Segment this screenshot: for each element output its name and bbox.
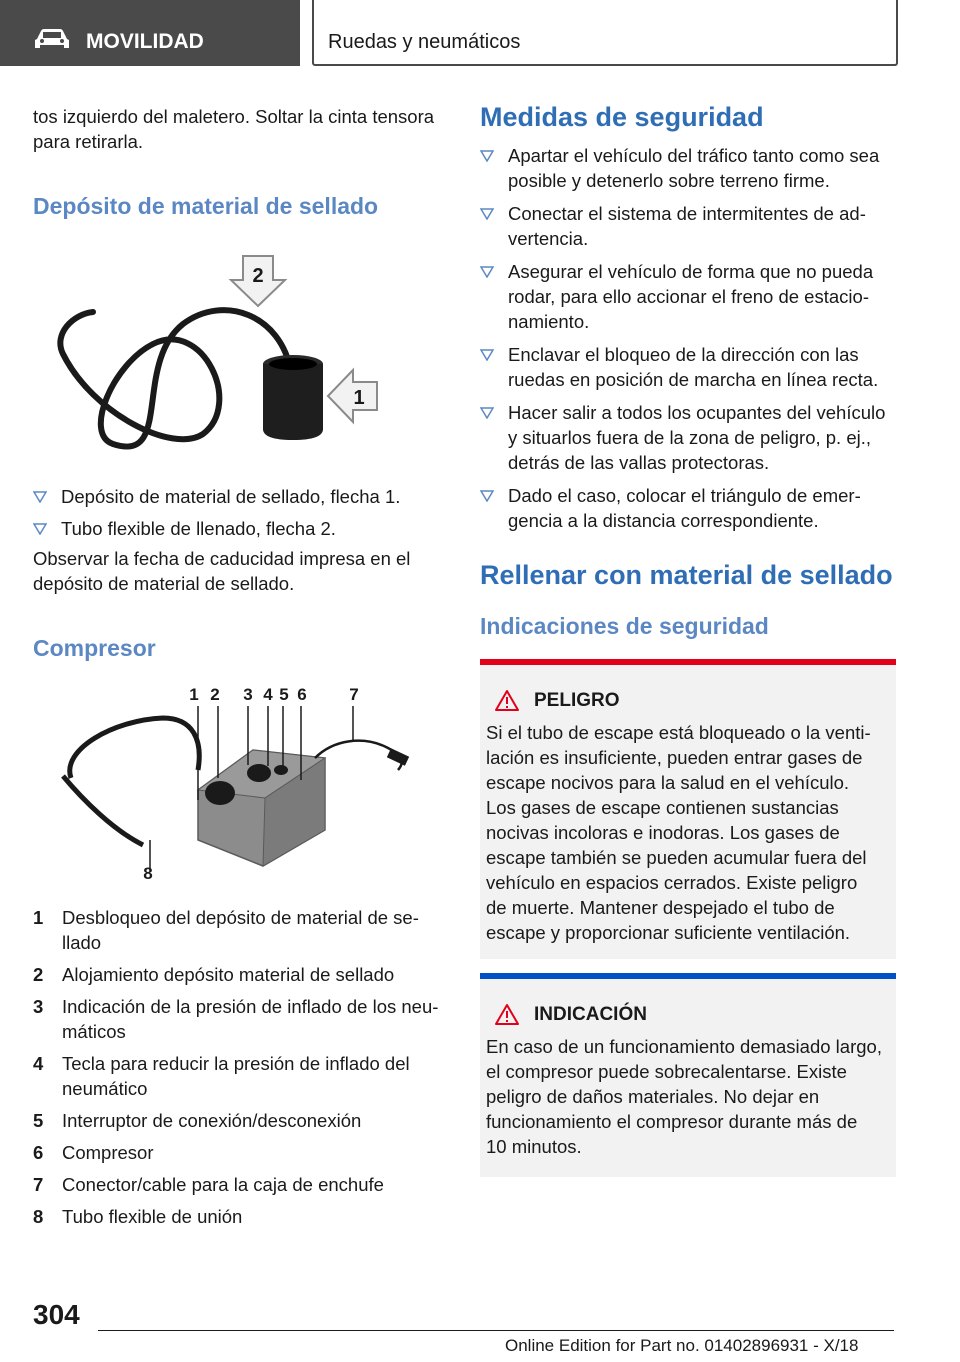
notice-header <box>486 973 882 1026</box>
item-number: 3 <box>33 996 44 1017</box>
compressor-legend <box>33 905 445 1229</box>
chapter-box <box>312 0 898 66</box>
warning-triangle-icon <box>494 689 520 712</box>
item-text: Conector/cable para la caja de enchufe <box>62 1174 384 1195</box>
list-item <box>480 259 896 334</box>
figure-label-7: 7 <box>349 685 359 704</box>
figure-label-2: 2 <box>210 685 220 704</box>
danger-title: PELIGRO <box>534 689 620 711</box>
bullet-triangle-icon <box>480 150 494 162</box>
list-item <box>480 201 896 251</box>
notice-title: INDICACIÓN <box>534 1003 647 1025</box>
item-number: 7 <box>33 1174 44 1195</box>
heading-safety: Medidas de seguridad <box>480 102 764 132</box>
bullet-text: Asegurar el vehículo de forma que no pueda rodar, para ello accionar el freno de estacionamiento. <box>508 261 874 332</box>
list-item <box>33 1051 445 1101</box>
figure-label-1: 1 <box>353 387 365 409</box>
figure-label-1: 1 <box>189 685 199 704</box>
item-text: Desbloqueo del depósito de material de sellado <box>62 907 419 953</box>
deposit-bullet-list <box>33 484 445 541</box>
list-item <box>480 400 896 475</box>
item-text: Tecla para reducir la presión de inflado del neumático <box>62 1053 410 1099</box>
list-item <box>33 484 445 509</box>
bullet-triangle-icon <box>480 349 494 361</box>
item-text: Compresor <box>62 1142 154 1163</box>
bullet-text: Apartar el vehículo del tráfico tanto como sea posible y detenerlo sobre terreno firme. <box>508 145 880 191</box>
figure-label-8: 8 <box>143 864 153 880</box>
item-number: 1 <box>33 907 44 928</box>
section-tab <box>0 0 300 66</box>
list-item <box>33 1140 445 1165</box>
list-item <box>33 1172 445 1197</box>
page-number: 304 <box>33 1299 80 1330</box>
item-number: 4 <box>33 1053 44 1074</box>
notice-bar <box>480 973 896 979</box>
section-title: MOVILIDAD <box>86 30 204 53</box>
heading-safety-notes: Indicaciones de seguridad <box>480 613 769 639</box>
list-item <box>33 516 445 541</box>
notice-text: En caso de un funcionamiento demasiado largo, el compresor puede sobrecalentarse. Existe peligro de daños materiales. No dejar en funcionamiento el compresor durante más de 10 minutos. <box>486 1036 882 1157</box>
heading-compressor: Compresor <box>33 635 156 661</box>
danger-header <box>486 659 882 712</box>
bullet-text: Tubo flexible de llenado, flecha 2. <box>61 518 336 539</box>
item-text: Indicación de la presión de inflado de los neumáticos <box>62 996 439 1042</box>
figure-label-2: 2 <box>252 265 264 287</box>
list-item <box>33 1108 445 1133</box>
info-notice <box>480 973 896 1177</box>
bullet-text: Enclavar el bloqueo de la dirección con las ruedas en posición de marcha en línea recta. <box>508 344 879 390</box>
item-number: 6 <box>33 1142 44 1163</box>
list-item <box>480 143 896 193</box>
list-item <box>33 962 445 987</box>
bullet-triangle-icon <box>480 266 494 278</box>
list-item <box>480 483 896 533</box>
bullet-triangle-icon <box>33 491 47 503</box>
list-item <box>480 342 896 392</box>
item-text: Interruptor de conexión/desconexión <box>62 1110 362 1131</box>
bullet-triangle-icon <box>33 523 47 535</box>
sealant-deposit-figure <box>33 244 445 464</box>
bullet-text: Depósito de material de sellado, flecha 1. <box>61 486 401 507</box>
compressor-figure <box>33 680 445 880</box>
chapter-title: Ruedas y neumáticos <box>328 31 521 53</box>
figure-label-6: 6 <box>297 685 307 704</box>
danger-notice <box>480 659 896 959</box>
item-number: 8 <box>33 1206 44 1227</box>
heading-deposit: Depósito de material de sellado <box>33 193 379 219</box>
warning-triangle-icon <box>494 1003 520 1026</box>
bullet-triangle-icon <box>480 208 494 220</box>
figure-label-3: 3 <box>243 685 253 704</box>
danger-text: Si el tubo de escape está bloqueado o la ventilación es insuficiente, pueden entrar gases de escape nocivos para la salud en el vehículo. Los gases de escape contienen sustancias nocivas incoloras e inodoras. Los gases de escape también se pueden acumular fuera del vehículo en espacios cerrados. Existe peligro de muerte. Mantener despejado el tubo de escape y proporcionar suficiente ventilación. <box>486 722 871 943</box>
footer-edition: Online Edition for Part no. 01402896931 - X/18 <box>505 1336 859 1355</box>
intro-paragraph: tos izquierdo del maletero. Soltar la cinta tensora para retirarla. <box>33 106 435 152</box>
list-item <box>33 1204 445 1229</box>
footer-rule <box>98 1330 894 1331</box>
item-text: Tubo flexible de unión <box>62 1206 243 1227</box>
bullet-text: Hacer salir a todos los ocupantes del vehículo y situarlos fuera de la zona de peligro, p. ej., detrás de las vallas protectoras. <box>508 402 886 473</box>
bullet-text: Dado el caso, colocar el triángulo de emergencia a la distancia correspondiente. <box>508 485 861 531</box>
bullet-triangle-icon <box>480 490 494 502</box>
right-column <box>480 102 896 1177</box>
figure-label-4: 4 <box>263 685 273 704</box>
item-number: 2 <box>33 964 44 985</box>
car-icon <box>34 28 70 50</box>
left-column <box>33 104 445 1229</box>
item-text: Alojamiento depósito material de sellado <box>62 964 395 985</box>
heading-fill-sealant: Rellenar con material de sellado <box>480 560 893 590</box>
deposit-note: Observar la fecha de caducidad impresa en el depósito de material de sellado. <box>33 548 411 594</box>
figure-label-5: 5 <box>279 685 289 704</box>
page-header <box>0 0 960 66</box>
bullet-text: Conectar el sistema de intermitentes de advertencia. <box>508 203 866 249</box>
list-item <box>33 994 445 1044</box>
bullet-triangle-icon <box>480 407 494 419</box>
list-item <box>33 905 445 955</box>
danger-bar <box>480 659 896 665</box>
item-number: 5 <box>33 1110 44 1131</box>
safety-bullet-list <box>480 143 896 533</box>
